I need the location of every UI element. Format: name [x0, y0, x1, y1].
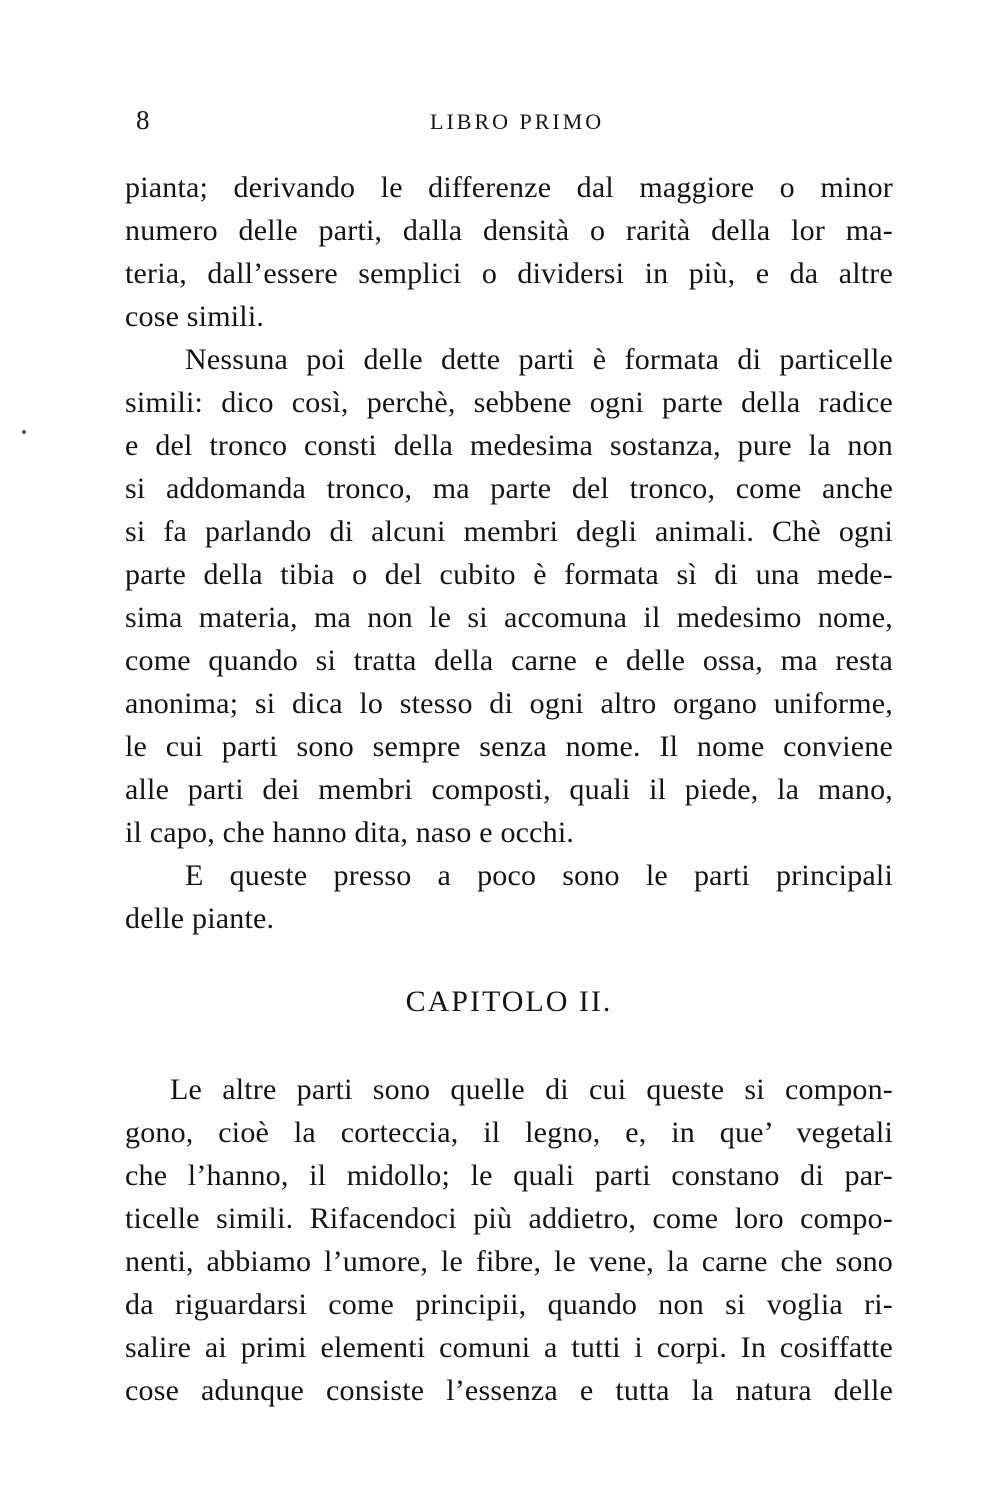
text-line: che l’hanno, il midollo; le quali parti constano di par- [125, 1159, 893, 1192]
text-line: simili: dico così, perchè, sebbene ogni parte della radice [125, 386, 893, 419]
text-line: parte della tibia o del cubito è formata sì di una mede- [125, 558, 893, 591]
running-head [130, 100, 890, 140]
text-line: delle piante. [125, 902, 275, 935]
text-line: alle parti dei membri composti, quali il piede, la mano, [125, 773, 893, 806]
text-line: si addomanda tronco, ma parte del tronco, come anche [125, 472, 893, 505]
chapter-heading: CAPITOLO II. [405, 985, 613, 1018]
text-line: ticelle simili. Rifacendoci più addietro, come loro compo- [125, 1202, 893, 1235]
text-line: come quando si tratta della carne e delle ossa, ma resta [125, 644, 893, 677]
text-line: E queste presso a poco sono le parti principali [185, 859, 893, 892]
text-line: salire ai primi elementi comuni a tutti i corpi. In cosiffatte [125, 1331, 893, 1364]
text-line: da riguardarsi come principii, quando non si voglia ri- [125, 1288, 893, 1321]
page-number: 8 [136, 105, 150, 135]
text-line: anonima; si dica lo stesso di ogni altro organo uniforme, [125, 687, 893, 720]
text-line: Le altre parti sono quelle di cui queste si compon- [170, 1073, 893, 1106]
text-line: nenti, abbiamo l’umore, le fibre, le vene, la carne che sono [125, 1245, 893, 1278]
text-line: gono, cioè la corteccia, il legno, e, in que’ vegetali [125, 1116, 893, 1149]
text-line: si fa parlando di alcuni membri degli animali. Chè ogni [125, 515, 893, 548]
text-line: numero delle parti, dalla densità o rarità della lor ma- [125, 214, 893, 247]
text-line: pianta; derivando le differenze dal maggiore o minor [125, 171, 893, 204]
text-line: cose adunque consiste l’essenza e tutta la natura delle [125, 1374, 893, 1407]
text-line: le cui parti sono sempre senza nome. Il nome conviene [125, 730, 893, 763]
text-line: e del tronco consti della medesima sostanza, pure la non [125, 429, 893, 462]
text-line: cose simili. [125, 300, 265, 333]
print-speck [22, 430, 26, 434]
text-line: Nessuna poi delle dette parti è formata di particelle [185, 343, 893, 376]
text-line: teria, dall’essere semplici o dividersi in più, e da altre [125, 257, 893, 290]
running-title: LIBRO PRIMO [430, 109, 605, 134]
text-line: il capo, che hanno dita, naso e occhi. [125, 816, 575, 849]
text-line: sima materia, ma non le si accomuna il medesimo nome, [125, 601, 893, 634]
